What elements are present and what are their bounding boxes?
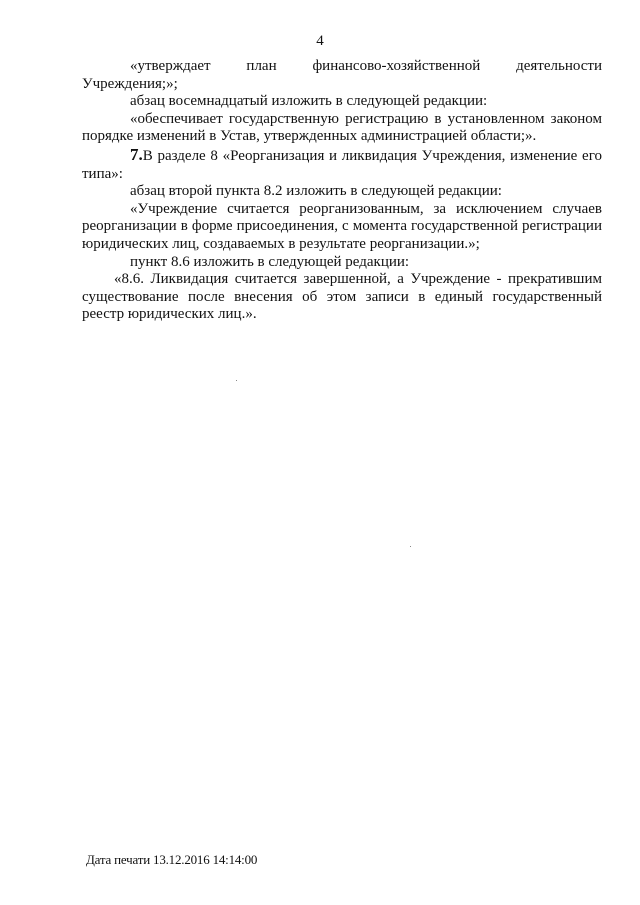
scan-speck <box>236 380 237 381</box>
page-number: 4 <box>316 33 324 49</box>
paragraph-approves-plan: «утверждает план финансово-хозяйственной деятельности Учреждения;»; <box>82 58 602 92</box>
paragraph-point-8-6: пункт 8.6 изложить в следующей редакции: <box>130 253 410 270</box>
paragraph-second-abzac-8-2: абзац второй пункта 8.2 изложить в следующей редакции: <box>130 183 502 200</box>
scan-speck <box>410 546 411 547</box>
item-number: 7. <box>130 144 143 164</box>
print-date: Дата печати 13.12.2016 14:14:00 <box>86 852 258 867</box>
paragraph-eighteenth-abzac: абзац восемнадцатый изложить в следующей редакции: <box>130 93 488 110</box>
paragraph-section-8-text: В разделе 8 «Реорганизация и ликвидация Учреждения, изменение его типа»: <box>82 147 602 182</box>
paragraph-section-8 <box>82 146 602 183</box>
document-body <box>82 58 602 324</box>
paragraph-reorganization: «Учреждение считается реорганизованным, за исключением случаев реорганизации в форме присоединения, с момента государственной регистрации юридических лиц, создаваемых в результате реорганизации.»; <box>82 200 602 252</box>
paragraph-liquidation: «8.6. Ликвидация считается завершенной, а Учреждение - прекратившим существование после внесения об этом записи в единый государственный реестр юридических лиц.». <box>82 271 602 323</box>
paragraph-state-registration: «обеспечивает государственную регистрацию в установленном законом порядке изменений в Устав, утвержденных администрацией области;». <box>82 110 602 145</box>
